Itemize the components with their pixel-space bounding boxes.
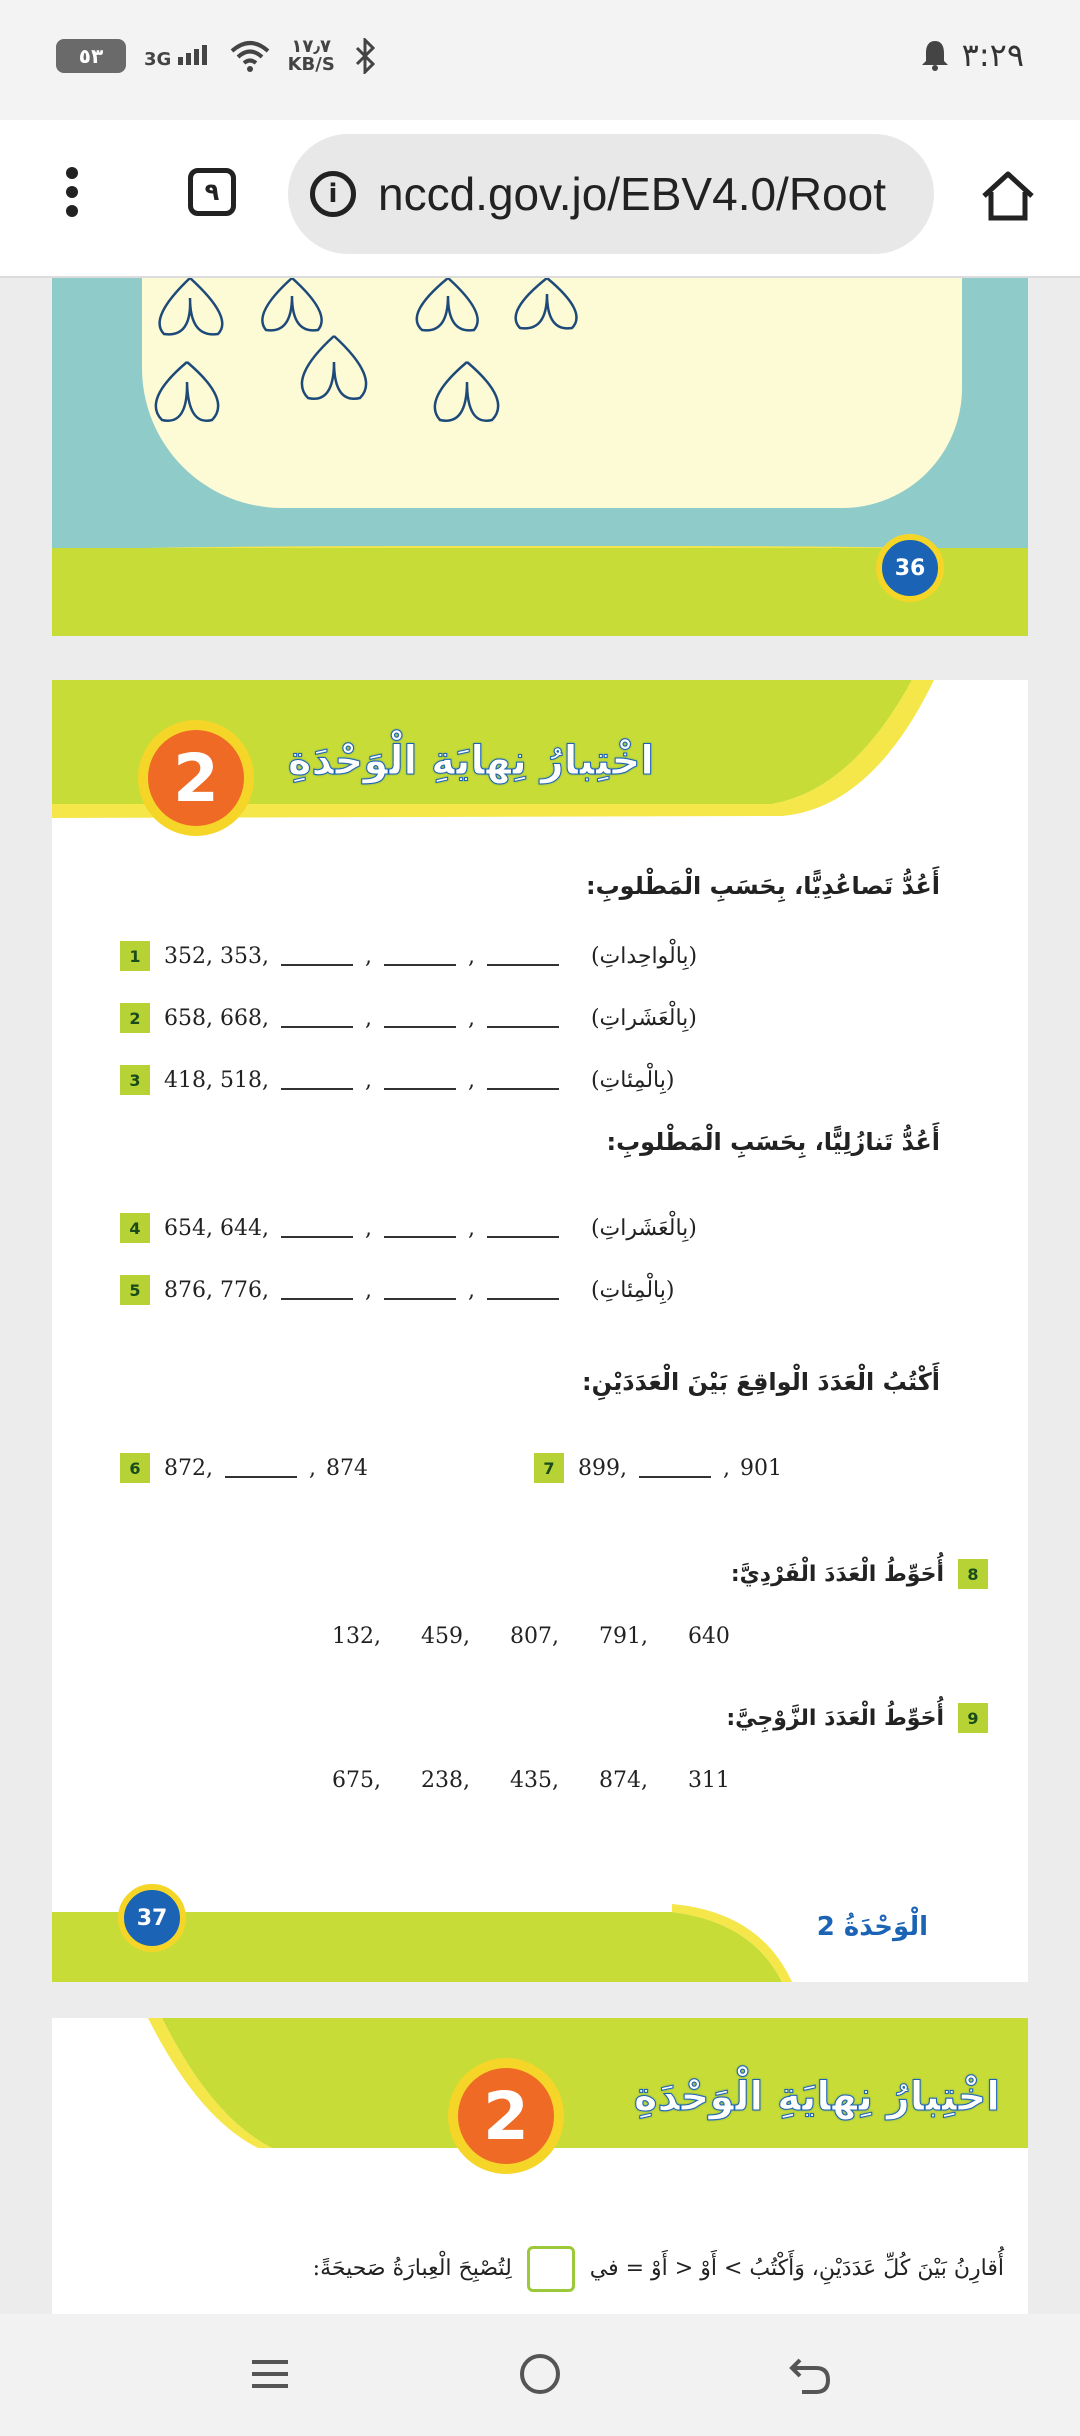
exercise-1: 1 352, 353, , , (بِالْواحِداتِ) [120,938,697,974]
back-icon[interactable] [780,2344,840,2404]
section1-instruction: أَعُدُّ تَصاعُدِيًّا، بِحَسَبِ الْمَطْلوبِ: [585,872,940,900]
answer-blank[interactable] [384,1008,456,1028]
browser-toolbar [0,120,1080,278]
number-option[interactable]: 640 [687,1624,730,1649]
badge: 4 [120,1213,150,1243]
number-option[interactable]: 238, [420,1768,470,1793]
answer-blank[interactable] [384,1070,456,1090]
recent-apps-icon[interactable] [240,2344,300,2404]
page-38 [52,2018,1028,2314]
home-circle-icon[interactable] [510,2344,570,2404]
page-title: اخْتِبارُ نِهايَةِ الْوَحْدَةِ [633,2074,1000,2120]
answer-blank[interactable] [384,1218,456,1238]
page-title: اخْتِبارُ نِهايَةِ الْوَحْدَةِ [287,738,654,784]
answer-blank[interactable] [281,1218,353,1238]
answer-blank[interactable] [487,1280,559,1300]
address-bar[interactable] [288,134,934,254]
answer-blank[interactable] [639,1458,711,1478]
given-numbers: 876, 776, [164,1277,269,1303]
wifi-icon [230,39,270,73]
badge: 2 [120,1003,150,1033]
answer-blank[interactable] [281,1008,353,1028]
first-number: 872, [164,1455,213,1481]
unit-number-badge [448,2058,564,2174]
unit-footer-label: الْوَحْدَةُ 2 [816,1912,928,1942]
unit-number-badge [138,720,254,836]
badge: 3 [120,1065,150,1095]
last-number: 874 [325,1455,368,1481]
butterfly-illustration [52,278,1028,548]
exercise-9 [726,1700,988,1736]
status-right [920,36,1024,74]
badge: 8 [958,1559,988,1589]
exercise-3: 3 418, 518, , , (بِالْمِئاتِ) [120,1062,674,1098]
web-content[interactable] [0,278,1080,2314]
answer-blank[interactable] [487,1218,559,1238]
answer-blank[interactable] [225,1458,297,1478]
instruction-text: لِتُصْبِحَ الْعِبارَةُ صَحيحَةً: [312,2256,512,2281]
instruction-text: أُقارِنُ بَيْنَ كُلِّ عَدَدَيْنِ، وَأَكْتُبُ > أَوْ < أَوْ = في [589,2256,1004,2281]
answer-blank[interactable] [487,946,559,966]
badge: 1 [120,941,150,971]
speed-unit: KB/S [287,54,335,75]
page-37 [52,680,1028,1982]
notification-bell-icon [920,39,950,71]
network-speed [288,38,335,74]
unit-number: 2 [173,739,219,817]
number-list-8 [332,1624,730,1649]
answer-blank[interactable] [281,946,353,966]
hint: (بِالْمِئاتِ) [590,1067,675,1093]
answer-blank[interactable] [281,1070,353,1090]
exercise-6: 6 872, , 874 [120,1450,368,1486]
status-bar [0,0,1080,120]
bluetooth-icon [353,38,377,74]
badge: 6 [120,1453,150,1483]
section2-instruction: أَعُدُّ تَنازُلِيًّا، بِحَسَبِ الْمَطْلوبِ: [606,1128,940,1156]
number-option[interactable]: 459, [420,1624,470,1649]
url-text[interactable]: nccd.gov.jo/EBV4.0/Root [378,168,886,220]
number-option[interactable]: 874, [598,1768,648,1793]
home-icon[interactable] [978,166,1038,226]
battery-level: ٥٣ [78,44,104,68]
exercise-4: 4 654, 644, , , (بِالْعَشَراتِ) [120,1210,697,1246]
question-text: أُحَوِّطُ الْعَدَدَ الْفَرْدِيَّ: [730,1561,944,1587]
info-icon[interactable]: i [310,171,356,217]
system-nav-bar [0,2314,1080,2436]
badge: 5 [120,1275,150,1305]
answer-blank[interactable] [487,1008,559,1028]
page-number-badge [876,534,944,602]
hint: (بِالْواحِداتِ) [590,943,698,969]
hint: (بِالْعَشَراتِ) [590,1215,697,1241]
exercise-2: 2 658, 668, , , (بِالْعَشَراتِ) [120,1000,697,1036]
given-numbers: 352, 353, [164,943,269,969]
menu-icon[interactable] [52,160,92,230]
answer-blank[interactable] [281,1280,353,1300]
status-left [56,38,377,74]
page-number-badge [118,1884,186,1952]
answer-blank[interactable] [487,1070,559,1090]
last-number: 901 [739,1455,782,1481]
badge: 7 [534,1453,564,1483]
badge: 9 [958,1703,988,1733]
given-numbers: 654, 644, [164,1215,269,1241]
answer-box[interactable] [527,2246,575,2292]
answer-blank[interactable] [384,946,456,966]
answer-blank[interactable] [384,1280,456,1300]
unit-number: 2 [483,2077,529,2155]
clock: ٣:٢٩ [961,36,1024,74]
number-list-9 [332,1768,730,1793]
first-number: 899, [578,1455,627,1481]
network-type: 3G [144,49,172,70]
given-numbers: 658, 668, [164,1005,269,1031]
page-36 [52,278,1028,636]
number-option[interactable]: 791, [598,1624,648,1649]
page3-instruction [313,2246,1004,2292]
exercise-8 [731,1556,988,1592]
number-option[interactable]: 311 [687,1768,730,1793]
number-option[interactable]: 435, [509,1768,559,1793]
battery-icon [56,39,126,73]
speed-value: ١٧٫٧ [291,36,332,57]
given-numbers: 418, 518, [164,1067,269,1093]
tabs-icon[interactable] [188,168,236,216]
exercise-5: 5 876, 776, , , (بِالْمِئاتِ) [120,1272,674,1308]
number-option[interactable]: 132, [332,1624,381,1649]
signal-icon [144,43,212,69]
number-option[interactable]: 807, [509,1624,559,1649]
exercise-7: 7 899, , 901 [534,1450,782,1486]
hint: (بِالْمِئاتِ) [590,1277,675,1303]
page-number: 36 [894,555,926,581]
question-text: أُحَوِّطُ الْعَدَدَ الزَّوْجِيَّ: [726,1705,944,1731]
number-option[interactable]: 675, [332,1768,381,1793]
section3-instruction: أَكْتُبُ الْعَدَدَ الْواقِعَ بَيْنَ الْعَدَدَيْنِ: [582,1368,940,1396]
hint: (بِالْعَشَراتِ) [590,1005,697,1031]
tab-count: ٩ [204,178,220,206]
page-number: 37 [136,1905,168,1931]
